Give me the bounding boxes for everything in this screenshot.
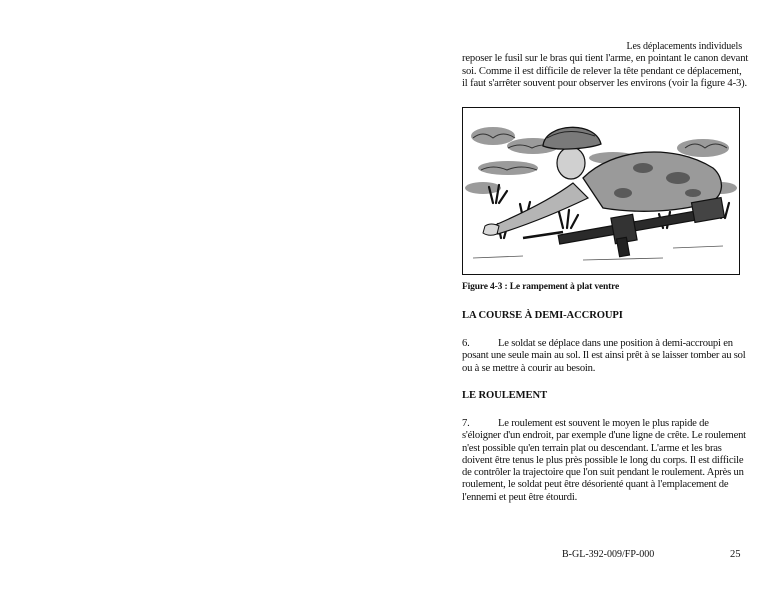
paragraph-number: 7. <box>462 418 470 429</box>
paragraph-line: n'est possible qu'en terrain plat ou descendant. L'arme et les bras <box>462 442 722 454</box>
paragraph-line: 7. Le roulement est souvent le moyen le plus rapide de <box>462 418 709 429</box>
paragraph-line: s'éloigner d'un endroit, par exemple d'une ligne de crête. Le roulement <box>462 430 746 442</box>
section-heading-roulement: LE ROULEMENT <box>462 390 548 401</box>
paragraph-line: posant une seule main au sol. Il est ainsi prêt à se laisser tomber au sol <box>462 350 746 362</box>
intro-line: soi. Comme il est difficile de relever la tête pendant ce déplacement, <box>462 65 742 77</box>
intro-paragraph <box>462 53 749 91</box>
section-heading-course: LA COURSE À DEMI-ACCROUPI <box>462 310 623 321</box>
soldier-crawling-illustration <box>463 108 739 274</box>
paragraph-line: doivent être tenus le plus près possible le long du corps. Il est difficile <box>462 454 744 466</box>
paragraph-number: 6. <box>462 338 470 349</box>
intro-line: reposer le fusil sur le bras qui tient l'arme, en pointant le canon devant <box>462 53 749 64</box>
right-page <box>462 0 749 600</box>
paragraph-line: roulement, le soldat peut être désorienté quant à l'emplacement de <box>462 479 729 491</box>
page-number: 25 <box>730 549 741 560</box>
paragraph-line: ou à se mettre à courir au besoin. <box>462 362 596 374</box>
running-header: Les déplacements individuels <box>626 41 742 52</box>
intro-line: il faut s'arrêter souvent pour observer les environs (voir la figure 4-3). <box>462 78 747 89</box>
figure-4-3-frame <box>462 107 740 275</box>
paragraph-line: l'ennemi et peut être étourdi. <box>462 491 578 503</box>
paragraph-6 <box>462 338 744 375</box>
paragraph-line: de contrôler la trajectoire que l'on suit pendant le roulement. Après un <box>462 467 744 479</box>
paragraph-line: 6. Le soldat se déplace dans une position à demi-accroupi en <box>462 338 733 349</box>
paragraph-7 <box>462 418 744 504</box>
figure-caption: Figure 4-3 : Le rampement à plat ventre <box>462 282 620 292</box>
document-code: B-GL-392-009/FP-000 <box>562 549 655 560</box>
